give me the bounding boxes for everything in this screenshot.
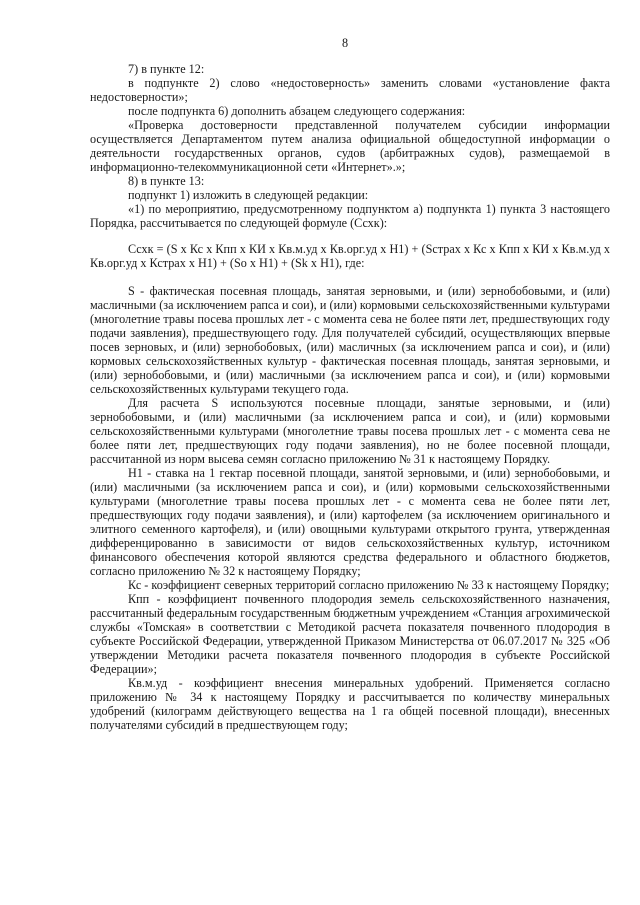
paragraph-item-7: 7) в пункте 12: <box>128 62 205 76</box>
paragraph-item-8: 8) в пункте 13: <box>128 174 205 188</box>
paragraph-subitem-1-intro: подпункт 1) изложить в следующей редакции: <box>128 188 369 202</box>
definition-h1: Н1 - ставка на 1 гектар посевной площади, занятой зерновыми, и (или) зернобобовыми, и (или) масличными (за исключением рапса и сои), и (или) кормовыми сельскохозяйственными культурами (многолетние травы посева прошлых лет - с момента сева не более пяти лет, предшествующих году подачи заявления), и (или) картофелем (за исключением оригинального и элитного семенного картофеля), и (или) овощными культурами открытого грунта, утвержденная дифференцированно в зависимости от видов сельскохозяйственных культур, источником финансового обеспечения которой являются средства федерального и областного бюджетов, согласно приложению № 32 к настоящему Порядку; <box>90 466 610 578</box>
paragraph-verification: «Проверка достоверности представленной получателем субсидии информации осуществляется Департаментом путем анализа официальной общедоступной информации о деятельности государственных органов, судов (арбитражных судов), размещаемой в информационно-телекоммуникационной сети «Интернет».»; <box>90 118 610 174</box>
definition-kc: Кс - коэффициент северных территорий согласно приложению № 33 к настоящему Порядку; <box>128 578 610 592</box>
formula: Ссхк = (S x Кс x Кпп x КИ x Кв.м.уд x Кв.орг.уд x Н1) + (Sстрах x Кс x Кпп x КИ x Кв.м.уд x Кв.орг.уд x Кстрах x Н1) + (So x H1) + (Sk x H1), где: <box>90 242 610 270</box>
definition-kvmud: Кв.м.уд - коэффициент внесения минеральных удобрений. Применяется согласно приложению № 34 к настоящему Порядку и рассчитывается по количеству минеральных удобрений (килограмм действующего вещества на 1 га общей посевной площади), внесенных получателями субсидий в предшествующем году; <box>90 676 610 732</box>
definition-s: S - фактическая посевная площадь, занятая зерновыми, и (или) зернобобовыми, и (или) масличными (за исключением рапса и сои), и (или) кормовыми сельскохозяйственными культурами (многолетние травы посева прошлых лет - с момента сева не более пяти лет, предшествующих году подачи заявления), предшествующего году. Для получателей субсидий, осуществляющих впервые посев зерновых, и (или) зернобобовых, (или) масличных (за исключением рапса и сои), и (или) кормовых сельскохозяйственных культур - фактическая посевная площадь, занятая зерновыми, и (или) зернобобовыми, и (или) масличными (за исключением рапса и сои), и (или) кормовыми сельскохозяйственных культурами текущего года. <box>90 284 610 396</box>
paragraph-after-subitem-6: после подпункта 6) дополнить абзацем следующего содержания: <box>128 104 466 118</box>
definition-kpp: Кпп - коэффициент почвенного плодородия земель сельскохозяйственного назначения, рассчитанный федеральным государственным бюджетным учреждением «Станция агрохимической службы «Томская» в соответствии с Методикой расчета показателя почвенного плодородия в субъекте Российской Федерации, утвержденной Приказом Министерства от 06.07.2017 № 325 «Об утверждении Методики расчета показателя почвенного плодородия в субъекте Российской Федерации»; <box>90 592 610 676</box>
paragraph-s-calculation: Для расчета S используются посевные площади, занятые зерновыми, и (или) зернобобовыми, и (или) масличными (за исключением рапса и сои), и (или) кормовыми сельскохозяйственными культурами (многолетние травы посева прошлых лет - с момента сева не более пяти лет, предшествующих году подачи заявления), но не более посевной площади, рассчитанной из норм высева семян согласно приложению № 31 к настоящему Порядку. <box>90 396 610 466</box>
paragraph-measure-intro: «1) по мероприятию, предусмотренному подпунктом а) подпункта 1) пункта 3 настоящего Порядка, рассчитывается по следующей формуле (Ссхк): <box>90 202 610 230</box>
page-number: 8 <box>341 36 349 50</box>
paragraph-subitem-2: в подпункте 2) слово «недостоверность» заменить словами «установление факта недостоверности»; <box>90 76 610 104</box>
